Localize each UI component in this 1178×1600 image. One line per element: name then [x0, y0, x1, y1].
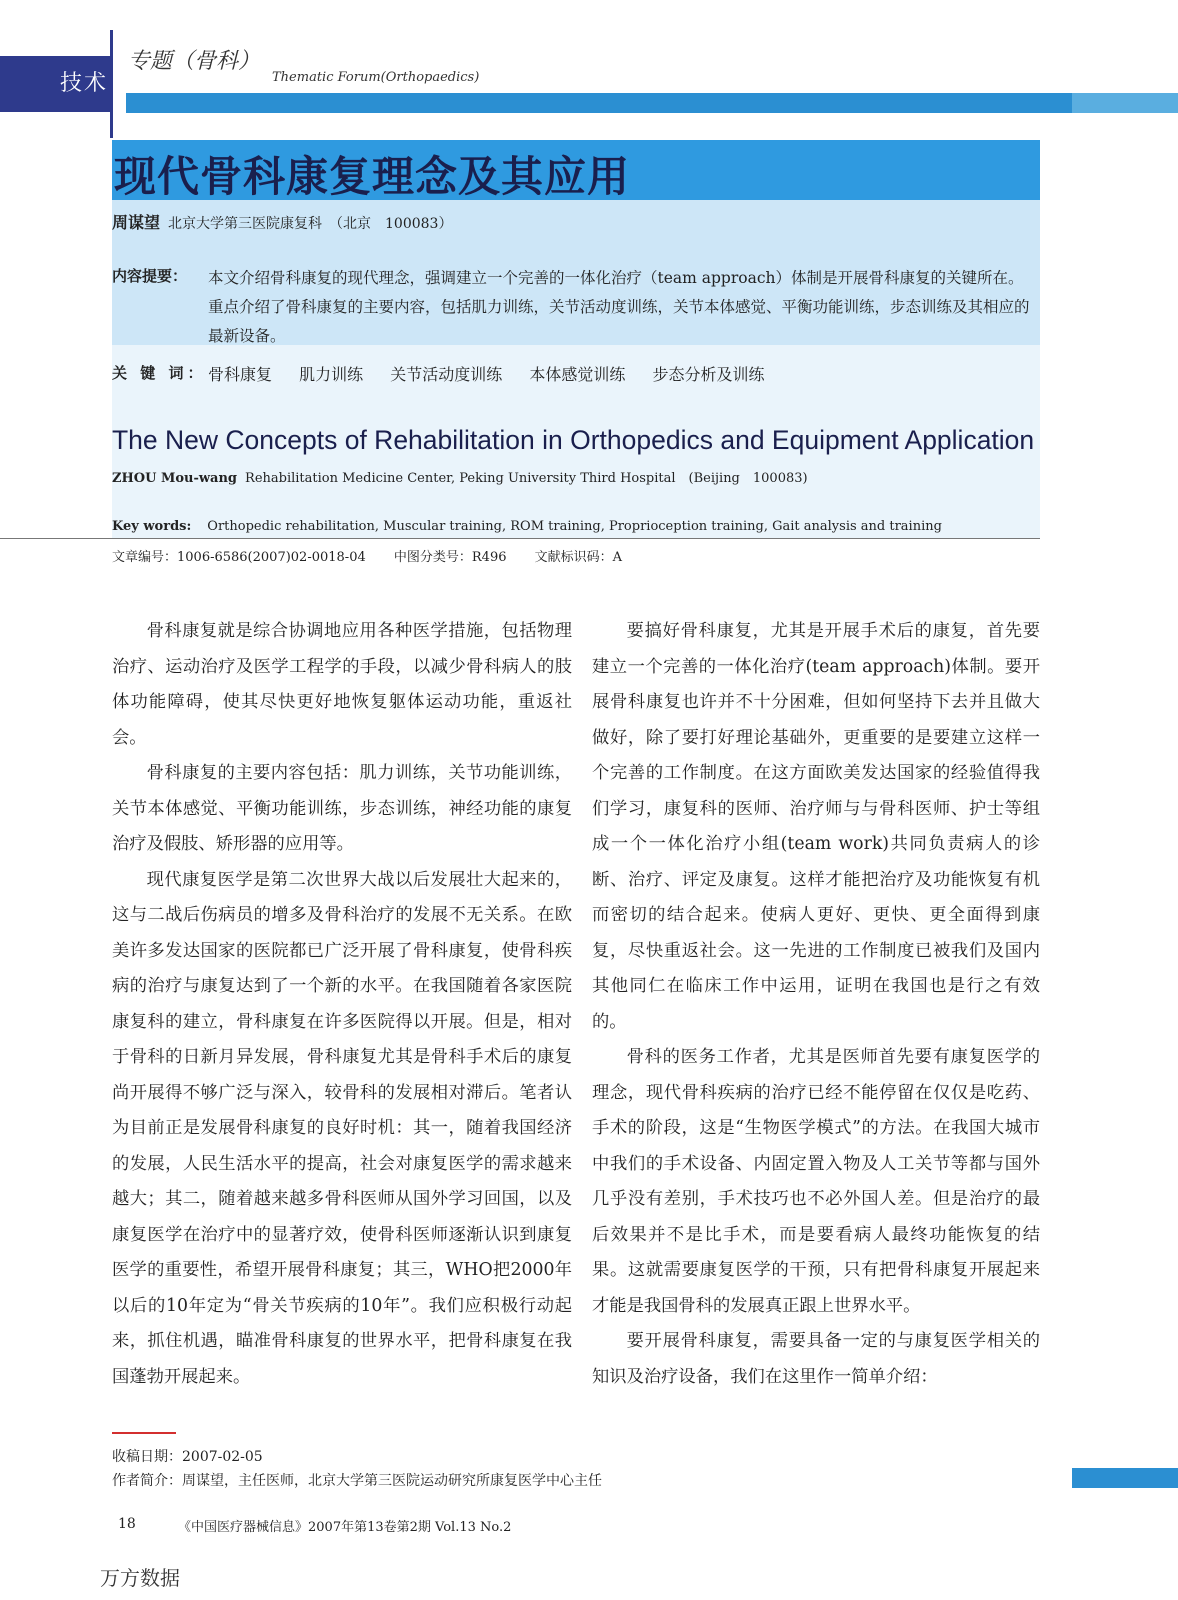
source-watermark: 万方数据: [100, 1566, 180, 1590]
keywords-en-text: Orthopedic rehabilitation, Muscular training, ROM training, Proprioception training, Gait analysis and training: [207, 519, 942, 534]
article-number: 文章编号：1006-6586(2007)02-0018-04: [112, 550, 366, 565]
body-column-right: [592, 614, 1040, 1395]
section-title-en: Thematic Forum(Orthopaedics): [272, 70, 480, 85]
article-meta: [112, 546, 646, 565]
keywords-en: [112, 519, 942, 534]
author-affiliation-en: Rehabilitation Medicine Center, Peking University Third Hospital (Beijing 100083): [245, 471, 808, 486]
abstract-label: 内容提要：: [112, 267, 188, 285]
footer-bar: [1072, 1468, 1178, 1488]
journal-citation: 《中国医疗器械信息》2007年第13卷第2期 Vol.13 No.2: [178, 1520, 512, 1535]
document-code: 文献标识码：A: [534, 550, 623, 565]
article-title-en: The New Concepts of Rehabilitation in Orthopedics and Equipment Application: [112, 425, 1035, 455]
keyword: 关节活动度训练: [390, 365, 503, 384]
paragraph: 现代康复医学是第二次世界大战以后发展壮大起来的，这与二战后伤病员的增多及骨科治疗的发展不无关系。在欧美许多发达国家的医院都已广泛开展了骨科康复，使骨科疾病的治疗与康复达到了一个新的水平。在我国随着各家医院康复科的建立，骨科康复在许多医院得以开展。但是，相对于骨科的日新月异发展，骨科康复尤其是骨科手术后的康复尚开展得不够广泛与深入，较骨科的发展相对滞后。笔者认为目前正是发展骨科康复的良好时机：其一，随着我国经济的发展，人民生活水平的提高，社会对康复医学的需求越来越大；其二，随着越来越多骨科医师从国外学习回国，以及康复医学在治疗中的显著疗效，使骨科医师逐渐认识到康复医学的重要性，希望开展骨科康复；其三，WHO把2000年以后的10年定为“骨关节疾病的10年”。我们应积极行动起来，抓住机遇，瞄准骨科康复的世界水平，把骨科康复在我国蓬勃开展起来。: [112, 869, 572, 1387]
paragraph: 骨科康复的主要内容包括：肌力训练，关节功能训练，关节本体感觉、平衡功能训练，步态训练，神经功能的康复治疗及假肢、矫形器的应用等。: [112, 763, 572, 854]
received-date: 收稿日期：2007-02-05: [112, 1449, 263, 1465]
author-bio: 作者简介：周谋望，主任医师，北京大学第三医院运动研究所康复医学中心主任: [112, 1473, 602, 1489]
paragraph: 要搞好骨科康复，尤其是开展手术后的康复，首先要建立一个完善的一体化治疗(team approach)体制。要开展骨科康复也许并不十分困难，但如何坚持下去并且做大做好，除了要打好理论基础外，更重要的是要建立这样一个完善的工作制度。在这方面欧美发达国家的经验值得我们学习，康复科的医师、治疗师与与骨科医师、护士等组成一个一体化治疗小组(team work)共同负责病人的诊断、治疗、评定及康复。这样才能把治疗及功能恢复有机而密切的结合起来。使病人更好、更快、更全面得到康复，尽快重返社会。这一先进的工作制度已被我们及国内其他同仁在临床工作中运用，证明在我国也是行之有效的。: [592, 621, 1040, 1032]
keywords-en-label: Key words:: [112, 519, 192, 534]
band-rule: [0, 538, 1040, 539]
clc-number: 中图分类号：R496: [393, 550, 507, 565]
paragraph: 骨科的医务工作者，尤其是医师首先要有康复医学的理念，现代骨科疾病的治疗已经不能停留在仅仅是吃药、手术的阶段，这是“生物医学模式”的方法。在我国大城市中我们的手术设备、内固定置入物及人工关节等都与国外几乎没有差别，手术技巧也不必外国人差。但是治疗的最后效果并不是比手术，而是要看病人最终功能恢复的结果。这就需要康复医学的干预，只有把骨科康复开展起来才能是我国骨科的发展真正跟上世界水平。: [592, 1047, 1040, 1316]
header-bar-end: [1072, 93, 1178, 113]
author-name: 周谋望: [112, 213, 161, 232]
keyword: 本体感觉训练: [529, 365, 626, 384]
page-number: 18: [118, 1516, 136, 1532]
abstract-text: 本文介绍骨科康复的现代理念，强调建立一个完善的一体化治疗（team approach）体制是开展骨科康复的关键所在。重点介绍了骨科康复的主要内容，包括肌力训练，关节活动度训练，关节本体感觉、平衡功能训练，步态训练及其相应的最新设备。: [208, 269, 1030, 345]
section-tab-label: 技术: [60, 71, 109, 96]
article-title: 现代骨科康复理念及其应用: [114, 152, 631, 201]
header-bar: [126, 93, 1072, 113]
keyword: 肌力训练: [299, 365, 364, 384]
author-line-en: [112, 467, 808, 486]
footnote-rule: [112, 1432, 176, 1434]
author-name-en: ZHOU Mou-wang: [112, 471, 238, 486]
author-affiliation: 北京大学第三医院康复科 （北京 100083）: [168, 216, 453, 232]
keywords-label: 关 键 词：: [112, 364, 207, 382]
paragraph: 骨科康复就是综合协调地应用各种医学措施，包括物理治疗、运动治疗及医学工程学的手段，以减少骨科病人的肢体功能障碍，使其尽快更好地恢复躯体运动功能，重返社会。: [112, 621, 572, 748]
keyword: 骨科康复: [208, 365, 273, 384]
section-title: 专题（骨科）: [128, 49, 261, 74]
keyword: 步态分析及训练: [652, 365, 765, 384]
paragraph: 要开展骨科康复，需要具备一定的与康复医学相关的知识及治疗设备，我们在这里作一简单介绍：: [592, 1331, 1040, 1387]
body-column-left: [112, 614, 572, 1395]
author-line: [112, 210, 452, 233]
keywords: [208, 362, 786, 385]
